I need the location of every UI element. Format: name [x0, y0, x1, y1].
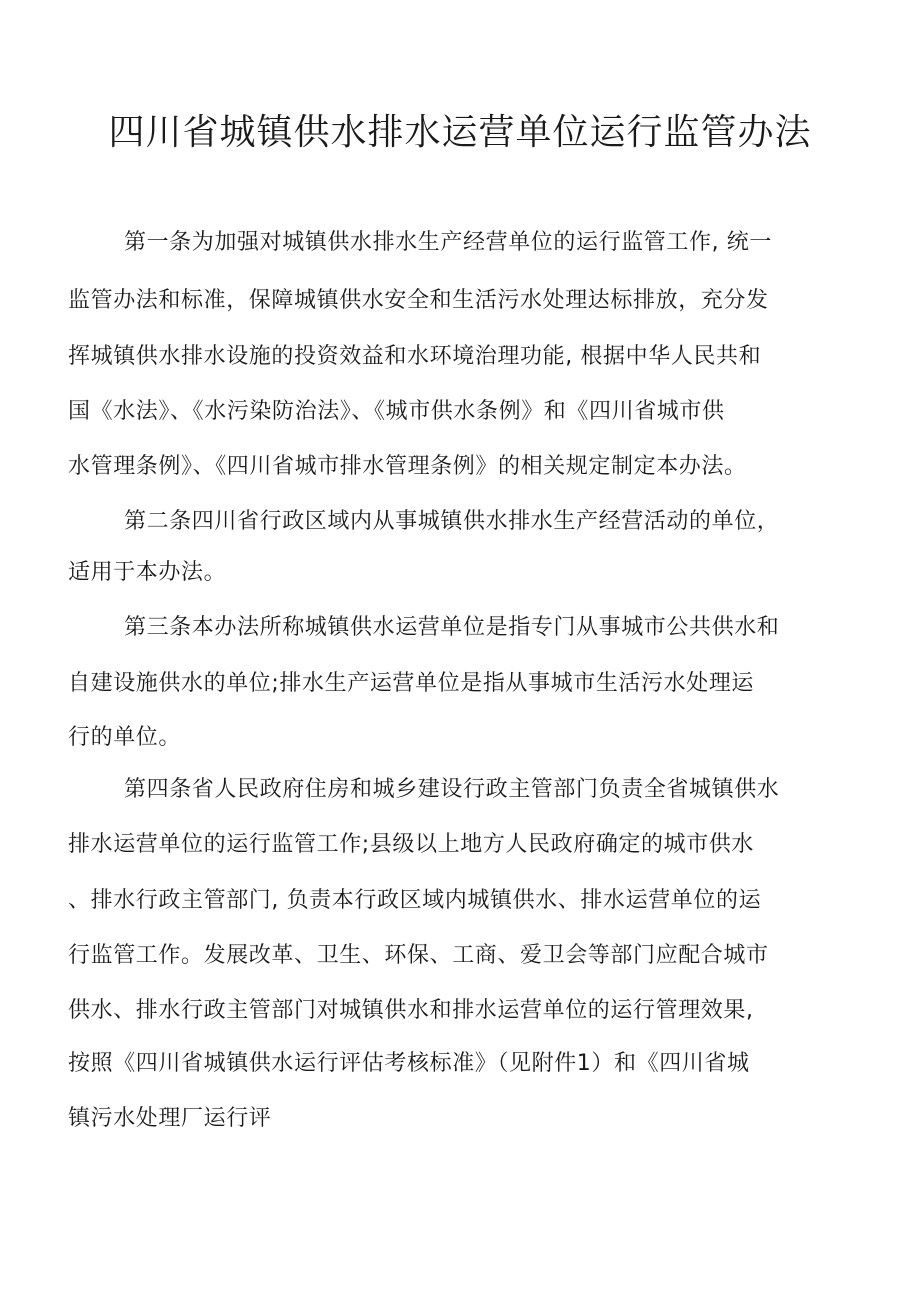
document-title: 四川省城镇供水排水运营单位运行监管办法 — [108, 112, 812, 153]
article-3-line-1: 第三条本办法所称城镇供水运营单位是指专门从事城市公共供水和 — [124, 615, 780, 640]
article-1-line-2: 监管办法和标准，保障城镇供水安全和生活污水处理达标排放，充分发 — [68, 288, 769, 313]
article-4-line-4: 行监管工作。发展改革、卫生、环保、工商、爱卫会等部门应配合城市 — [68, 943, 769, 968]
article-1-line-4: 国《水法》、《水污染防治法》、《城市供水条例》和《四川省城市供 — [68, 399, 725, 424]
article-2-line-1: 第二条四川省行政区域内从事城镇供水排水生产经营活动的单位， — [124, 509, 780, 534]
article-4-line-7: 镇污水处理厂运行评 — [68, 1106, 272, 1131]
article-1-line-1: 第一条为加强对城镇供水排水生产经营单位的运行监管工作, 统一 — [124, 230, 772, 255]
article-4-line-5: 供水、排水行政主管部门对城镇供水和排水运营单位的运行管理效果, — [68, 998, 754, 1023]
article-1-line-3: 挥城镇供水排水设施的投资效益和水环境治理功能, 根据中华人民共和 — [68, 344, 762, 369]
article-4-line-1: 第四条省人民政府住房和城乡建设行政主管部门负责全省城镇供水 — [124, 777, 780, 802]
article-2-line-2: 适用于本办法。 — [68, 560, 227, 585]
article-4-line-2: 排水运营单位的运行监管工作;县级以上地方人民政府确定的城市供水 — [68, 832, 755, 857]
article-3-line-3: 行的单位。 — [68, 725, 182, 750]
article-3-line-2: 自建设施供水的单位;排水生产运营单位是指从事城市生活污水处理运 — [68, 671, 755, 696]
article-1-line-5: 水管理条例》、《四川省城市排水管理条例》的相关规定制定本办法。 — [68, 454, 747, 479]
article-4-line-6: 按照《四川省城镇供水运行评估考核标准》（见附件1）和《四川省城 — [68, 1051, 750, 1076]
article-4-line-3: 、排水行政主管部门, 负责本行政区域内城镇供水、排水运营单位的运 — [68, 888, 762, 913]
